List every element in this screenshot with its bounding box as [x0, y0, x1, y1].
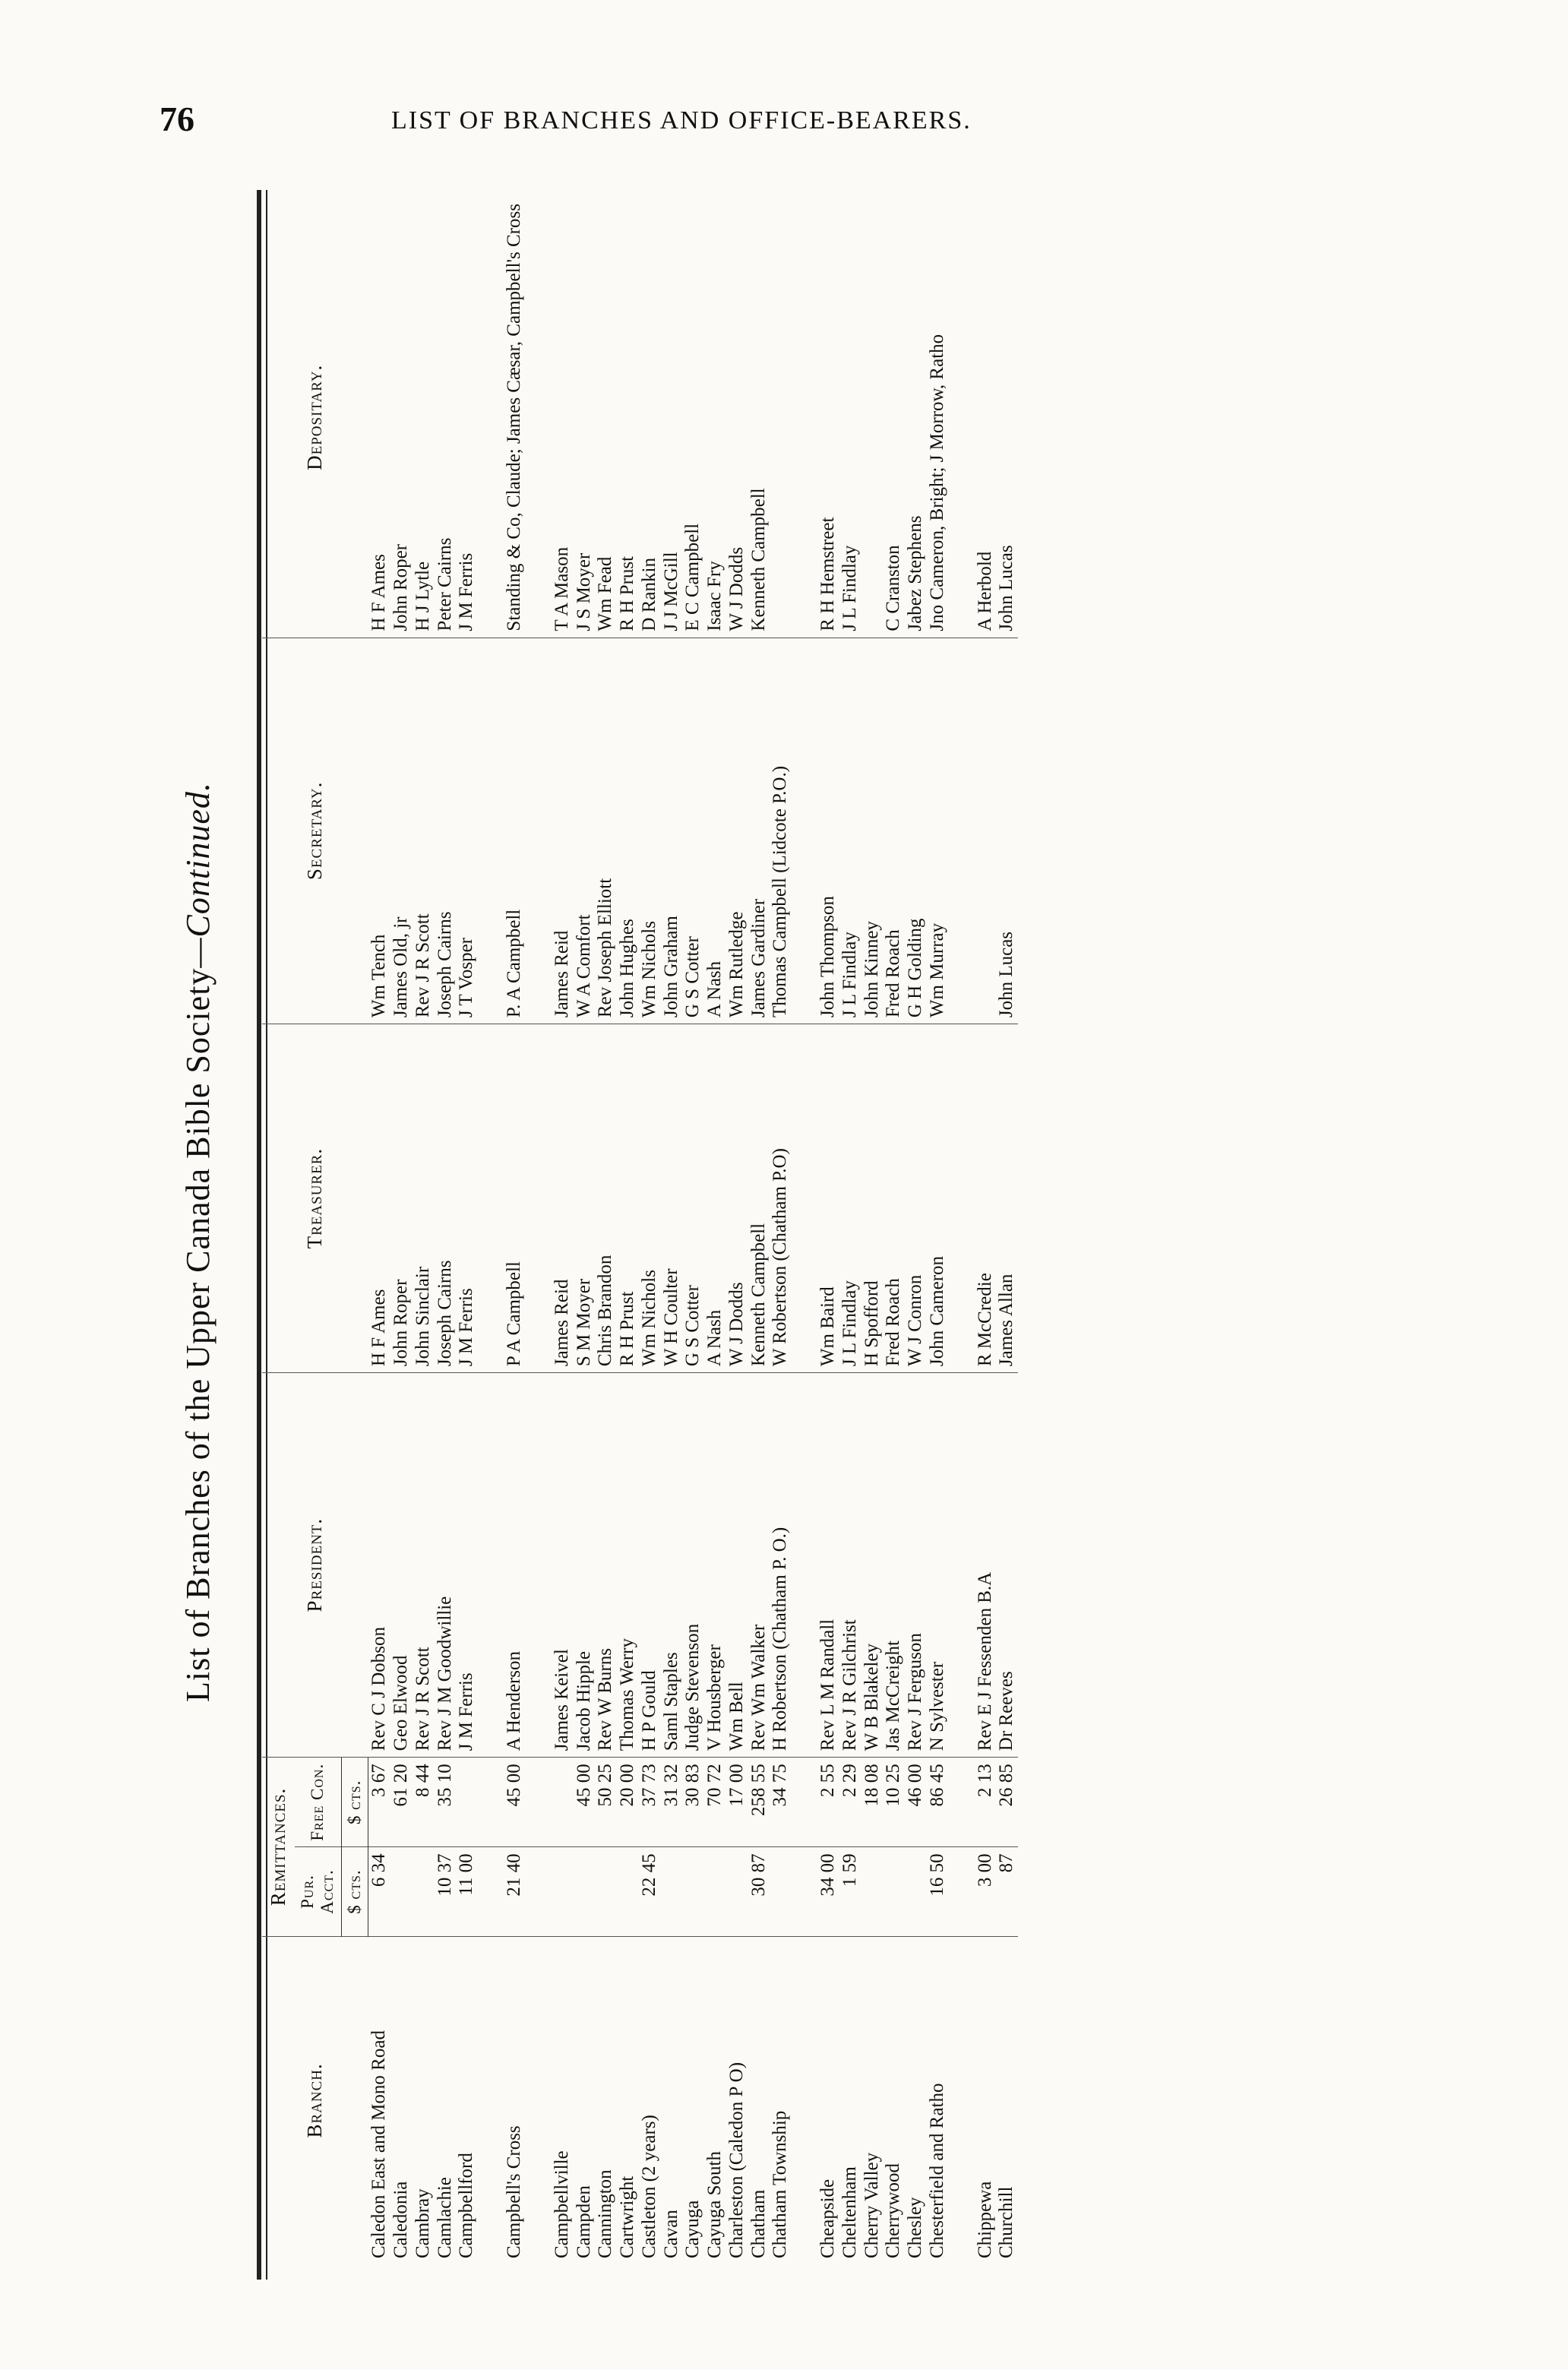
cell-president: H P Gould — [639, 1373, 661, 1758]
cell-pur-acct — [770, 1847, 792, 1936]
cell-free-con — [456, 1758, 478, 1847]
cell-depositary: H F Ames — [368, 198, 390, 638]
cell-president: Rev L M Randall — [817, 1373, 839, 1758]
cell-free-con: 2 13 — [975, 1758, 997, 1847]
cell-depositary: T A Mason — [552, 198, 574, 638]
cell-depositary: J J McGill — [661, 198, 683, 638]
cell-secretary: Wm Tench — [368, 638, 390, 1024]
cell-treasurer: Wm Nichols — [639, 1024, 661, 1373]
spacer-cell — [949, 1936, 975, 2264]
cell-pur-acct — [413, 1847, 435, 1936]
spacer-cell — [792, 638, 817, 1024]
table-row — [975, 198, 997, 2264]
spacer-cell — [526, 1373, 552, 1758]
cell-president: W B Blakeley — [861, 1373, 884, 1758]
table-row — [770, 198, 792, 2264]
cell-branch: Cayuga — [682, 2200, 703, 2258]
cell-treasurer: John Roper — [390, 1024, 413, 1373]
table-row — [504, 198, 526, 2264]
table-row — [927, 198, 949, 2264]
cell-secretary: J L Findlay — [839, 638, 861, 1024]
cell-treasurer: Chris Brandon — [595, 1024, 617, 1373]
header-treasurer: Treasurer. — [262, 1024, 368, 1373]
cell-pur-acct — [704, 1847, 726, 1936]
cell-president: Dr Reeves — [996, 1373, 1018, 1758]
cell-branch: Campbell's Cross — [504, 2125, 525, 2258]
cell-free-con: 258 55 — [748, 1758, 770, 1847]
cell-pur-acct: 21 40 — [504, 1847, 526, 1936]
header-branch: Branch. — [303, 2063, 327, 2138]
cell-branch: Chatham Township — [770, 2110, 791, 2258]
cell-treasurer: James Reid — [552, 1024, 574, 1373]
cell-president: Thomas Werry — [617, 1373, 639, 1758]
cell-president: Jas McCreight — [883, 1373, 905, 1758]
spacer-cell — [792, 1373, 817, 1758]
spacer-cell — [526, 198, 552, 638]
cell-free-con: 10 25 — [883, 1758, 905, 1847]
cell-treasurer: W J Conron — [905, 1024, 927, 1373]
cell-free-con: 2 55 — [817, 1758, 839, 1847]
cell-branch: Cherry Valley — [861, 2152, 882, 2258]
row-spacer — [792, 198, 817, 2264]
cell-free-con: 45 00 — [504, 1758, 526, 1847]
table-row — [435, 198, 457, 2264]
cell-secretary: Fred Roach — [883, 638, 905, 1024]
cell-free-con: 37 73 — [639, 1758, 661, 1847]
cell-branch: Cambray — [412, 2188, 433, 2258]
table-row — [413, 198, 435, 2264]
cell-depositary: Kenneth Campbell — [748, 198, 770, 638]
cell-pur-acct — [661, 1847, 683, 1936]
table-row — [861, 198, 884, 2264]
cell-branch: Cartwright — [617, 2175, 638, 2258]
header-currency-pur: $ cts. — [341, 1847, 368, 1936]
table-row — [574, 198, 596, 2264]
cell-president: Rev J M Goodwillie — [435, 1373, 457, 1758]
cell-branch: Cherrywood — [883, 2163, 904, 2258]
cell-pur-acct: 1 59 — [839, 1847, 861, 1936]
cell-pur-acct — [726, 1847, 748, 1936]
cell-free-con: 46 00 — [905, 1758, 927, 1847]
cell-treasurer: P A Campbell — [504, 1024, 526, 1373]
cell-free-con: 2 29 — [839, 1758, 861, 1847]
cell-depositary: E C Campbell — [682, 198, 704, 638]
cell-treasurer: R H Prust — [617, 1024, 639, 1373]
spacer-cell — [526, 1758, 552, 1847]
spacer-cell — [478, 1373, 504, 1758]
cell-depositary: H J Lytle — [413, 198, 435, 638]
cell-branch: Caledonia — [390, 2181, 412, 2258]
branches-table — [262, 198, 1018, 2264]
cell-treasurer: James Allan — [996, 1024, 1018, 1373]
cell-depositary: Wm Fead — [595, 198, 617, 638]
cell-treasurer: S M Moyer — [574, 1024, 596, 1373]
cell-treasurer: A Nash — [704, 1024, 726, 1373]
branches-table-container — [262, 198, 1432, 2264]
header-pur-acct: Pur. Acct. — [295, 1847, 341, 1936]
cell-president: Rev W Burns — [595, 1373, 617, 1758]
cell-secretary: Rev Joseph Elliott — [595, 638, 617, 1024]
table-row — [456, 198, 478, 2264]
cell-treasurer: John Sinclair — [413, 1024, 435, 1373]
header-president: President. — [262, 1373, 368, 1758]
cell-branch: Chesterfield and Ratho — [926, 2083, 947, 2258]
cell-depositary: R H Prust — [617, 198, 639, 638]
cell-secretary — [975, 638, 997, 1024]
cell-pur-acct: 22 45 — [639, 1847, 661, 1936]
table-row — [817, 198, 839, 2264]
spacer-cell — [478, 638, 504, 1024]
header-remittances: Remittances. — [262, 1758, 295, 1937]
header-depositary: Depositary. — [262, 198, 368, 638]
table-row — [996, 198, 1018, 2264]
cell-secretary: James Old, jr — [390, 638, 413, 1024]
cell-president: A Henderson — [504, 1373, 526, 1758]
table-title-continued: —Continued. — [179, 782, 217, 968]
cell-depositary: C Cranston — [883, 198, 905, 638]
spacer-cell — [478, 1936, 504, 2264]
cell-branch: Campbellville — [551, 2150, 572, 2258]
header-currency-free: $ cts. — [341, 1758, 368, 1847]
cell-free-con: 3 67 — [368, 1758, 390, 1847]
cell-secretary: A Nash — [704, 638, 726, 1024]
cell-president: Rev J R Scott — [413, 1373, 435, 1758]
cell-pur-acct — [861, 1847, 884, 1936]
table-row — [552, 198, 574, 2264]
table-row — [595, 198, 617, 2264]
cell-free-con: 30 83 — [682, 1758, 704, 1847]
cell-pur-acct: 11 00 — [456, 1847, 478, 1936]
table-body — [368, 198, 1018, 2264]
cell-depositary: J S Moyer — [574, 198, 596, 638]
cell-depositary: J L Findlay — [839, 198, 861, 638]
cell-treasurer: W Robertson (Chatham P.O) — [770, 1024, 792, 1373]
cell-president: Saml Staples — [661, 1373, 683, 1758]
cell-treasurer: J M Ferris — [456, 1024, 478, 1373]
cell-free-con: 26 85 — [996, 1758, 1018, 1847]
cell-pur-acct: 6 34 — [368, 1847, 390, 1936]
cell-branch: Chatham — [748, 2189, 769, 2258]
cell-treasurer: Joseph Cairns — [435, 1024, 457, 1373]
cell-pur-acct — [617, 1847, 639, 1936]
cell-free-con — [552, 1758, 574, 1847]
cell-treasurer: H F Ames — [368, 1024, 390, 1373]
cell-depositary: W J Dodds — [726, 198, 748, 638]
cell-secretary: John Graham — [661, 638, 683, 1024]
cell-free-con: 20 00 — [617, 1758, 639, 1847]
table-outer-rule — [257, 190, 261, 2280]
cell-pur-acct: 3 00 — [975, 1847, 997, 1936]
cell-treasurer: Wm Baird — [817, 1024, 839, 1373]
table-row — [368, 198, 390, 2264]
spacer-cell — [478, 1024, 504, 1373]
cell-secretary: John Kinney — [861, 638, 884, 1024]
cell-free-con: 70 72 — [704, 1758, 726, 1847]
cell-president: Rev J R Gilchrist — [839, 1373, 861, 1758]
cell-president: James Keivel — [552, 1373, 574, 1758]
cell-depositary: A Herbold — [975, 198, 997, 638]
cell-president: Rev J Ferguson — [905, 1373, 927, 1758]
cell-free-con: 35 10 — [435, 1758, 457, 1847]
table-row — [617, 198, 639, 2264]
cell-branch: Charleston (Caledon P O) — [726, 2061, 747, 2258]
cell-pur-acct — [595, 1847, 617, 1936]
cell-treasurer: W H Coulter — [661, 1024, 683, 1373]
spacer-cell — [949, 1847, 975, 1936]
cell-branch: Cheapside — [817, 2179, 839, 2258]
cell-depositary — [770, 198, 792, 638]
page-number: 76 — [160, 100, 194, 138]
cell-treasurer: R McCredie — [975, 1024, 997, 1373]
cell-pur-acct — [390, 1847, 413, 1936]
cell-secretary: P. A Campbell — [504, 638, 526, 1024]
running-head: LIST OF BRANCHES AND OFFICE-BEARERS. — [391, 106, 972, 134]
cell-president: J M Ferris — [456, 1373, 478, 1758]
cell-pur-acct — [574, 1847, 596, 1936]
cell-treasurer: Fred Roach — [883, 1024, 905, 1373]
cell-branch: Cannington — [595, 2169, 616, 2258]
cell-depositary — [861, 198, 884, 638]
cell-secretary: John Hughes — [617, 638, 639, 1024]
cell-branch: Cheltenham — [839, 2166, 860, 2258]
row-spacer — [949, 198, 975, 2264]
cell-depositary: Jabez Stephens — [905, 198, 927, 638]
cell-branch: Churchill — [996, 2186, 1017, 2258]
cell-free-con: 31 32 — [661, 1758, 683, 1847]
cell-secretary: Wm Rutledge — [726, 638, 748, 1024]
cell-free-con: 17 00 — [726, 1758, 748, 1847]
cell-depositary: Isaac Fry — [704, 198, 726, 638]
spacer-cell — [526, 1847, 552, 1936]
cell-pur-acct: 87 — [996, 1847, 1018, 1936]
cell-free-con: 34 75 — [770, 1758, 792, 1847]
cell-free-con: 45 00 — [574, 1758, 596, 1847]
cell-treasurer: G S Cotter — [682, 1024, 704, 1373]
cell-depositary: John Lucas — [996, 198, 1018, 638]
cell-branch: Castleton (2 years) — [638, 2115, 659, 2258]
header-free-con: Free Con. — [295, 1758, 341, 1847]
cell-pur-acct: 16 50 — [927, 1847, 949, 1936]
table-row — [883, 198, 905, 2264]
cell-secretary: W A Comfort — [574, 638, 596, 1024]
table-row — [748, 198, 770, 2264]
cell-free-con: 86 45 — [927, 1758, 949, 1847]
spacer-cell — [792, 1024, 817, 1373]
header-secretary: Secretary. — [262, 638, 368, 1024]
cell-secretary: G H Golding — [905, 638, 927, 1024]
cell-free-con: 61 20 — [390, 1758, 413, 1847]
cell-treasurer: John Cameron — [927, 1024, 949, 1373]
spacer-cell — [949, 638, 975, 1024]
spacer-cell — [478, 1758, 504, 1847]
cell-free-con: 18 08 — [861, 1758, 884, 1847]
cell-treasurer: Kenneth Campbell — [748, 1024, 770, 1373]
cell-pur-acct — [682, 1847, 704, 1936]
cell-secretary: John Thompson — [817, 638, 839, 1024]
spacer-cell — [949, 198, 975, 638]
table-row — [390, 198, 413, 2264]
cell-treasurer: W J Dodds — [726, 1024, 748, 1373]
cell-president: H Robertson (Chatham P. O.) — [770, 1373, 792, 1758]
table-row — [639, 198, 661, 2264]
cell-depositary: John Roper — [390, 198, 413, 638]
spacer-cell — [792, 1758, 817, 1847]
cell-secretary: James Reid — [552, 638, 574, 1024]
cell-pur-acct — [905, 1847, 927, 1936]
cell-pur-acct: 30 87 — [748, 1847, 770, 1936]
cell-president: Jacob Hipple — [574, 1373, 596, 1758]
cell-treasurer: J L Findlay — [839, 1024, 861, 1373]
cell-branch: Caledon East and Mono Road — [368, 2030, 389, 2258]
cell-president: Geo Elwood — [390, 1373, 413, 1758]
table-row — [839, 198, 861, 2264]
spacer-cell — [792, 198, 817, 638]
table-row — [704, 198, 726, 2264]
cell-president: N Sylvester — [927, 1373, 949, 1758]
table-row — [905, 198, 927, 2264]
spacer-cell — [526, 638, 552, 1024]
cell-president: Rev C J Dobson — [368, 1373, 390, 1758]
cell-secretary: Wm Nichols — [639, 638, 661, 1024]
cell-secretary: Joseph Cairns — [435, 638, 457, 1024]
cell-secretary: Wm Murray — [927, 638, 949, 1024]
cell-depositary: R H Hemstreet — [817, 198, 839, 638]
cell-pur-acct: 34 00 — [817, 1847, 839, 1936]
cell-depositary: Jno Cameron, Bright; J Morrow, Ratho — [927, 198, 949, 638]
spacer-cell — [792, 1936, 817, 2264]
cell-depositary: Peter Cairns — [435, 198, 457, 638]
row-spacer — [478, 198, 504, 2264]
cell-branch: Chesley — [905, 2197, 926, 2258]
spacer-cell — [526, 1936, 552, 2264]
cell-pur-acct — [883, 1847, 905, 1936]
cell-branch: Campden — [573, 2185, 594, 2258]
spacer-cell — [478, 198, 504, 638]
cell-pur-acct: 10 37 — [435, 1847, 457, 1936]
cell-branch: Campbellford — [456, 2153, 477, 2258]
cell-free-con: 50 25 — [595, 1758, 617, 1847]
cell-depositary: Standing & Co, Claude; James Cæsar, Campbell's Cross — [504, 198, 526, 638]
spacer-cell — [949, 1373, 975, 1758]
cell-branch: Cavan — [660, 2210, 681, 2258]
cell-depositary: D Rankin — [639, 198, 661, 638]
cell-secretary: Rev J R Scott — [413, 638, 435, 1024]
table-row — [726, 198, 748, 2264]
cell-president: V Housberger — [704, 1373, 726, 1758]
cell-branch: Camlachie — [434, 2177, 455, 2258]
cell-treasurer: H Spofford — [861, 1024, 884, 1373]
cell-secretary: Thomas Campbell (Lidcote P.O.) — [770, 638, 792, 1024]
spacer-cell — [949, 1758, 975, 1847]
cell-depositary: J M Ferris — [456, 198, 478, 638]
cell-secretary: G S Cotter — [682, 638, 704, 1024]
table-title — [179, 182, 217, 1702]
table-row — [661, 198, 683, 2264]
cell-president: Rev Wm Walker — [748, 1373, 770, 1758]
cell-pur-acct — [552, 1847, 574, 1936]
row-spacer — [526, 198, 552, 2264]
cell-president: Judge Stevenson — [682, 1373, 704, 1758]
table-title-main: List of Branches of the Upper Canada Bible Society — [179, 967, 217, 1702]
spacer-cell — [949, 1024, 975, 1373]
cell-president: Wm Bell — [726, 1373, 748, 1758]
spacer-cell — [526, 1024, 552, 1373]
cell-president: Rev E J Fessenden B.A — [975, 1373, 997, 1758]
cell-free-con: 8 44 — [413, 1758, 435, 1847]
cell-secretary: James Gardiner — [748, 638, 770, 1024]
cell-secretary: John Lucas — [996, 638, 1018, 1024]
spacer-cell — [478, 1847, 504, 1936]
spacer-cell — [792, 1847, 817, 1936]
cell-secretary: J T Vosper — [456, 638, 478, 1024]
cell-branch: Chippewa — [974, 2181, 995, 2258]
table-row — [682, 198, 704, 2264]
cell-branch: Cayuga South — [704, 2151, 726, 2258]
